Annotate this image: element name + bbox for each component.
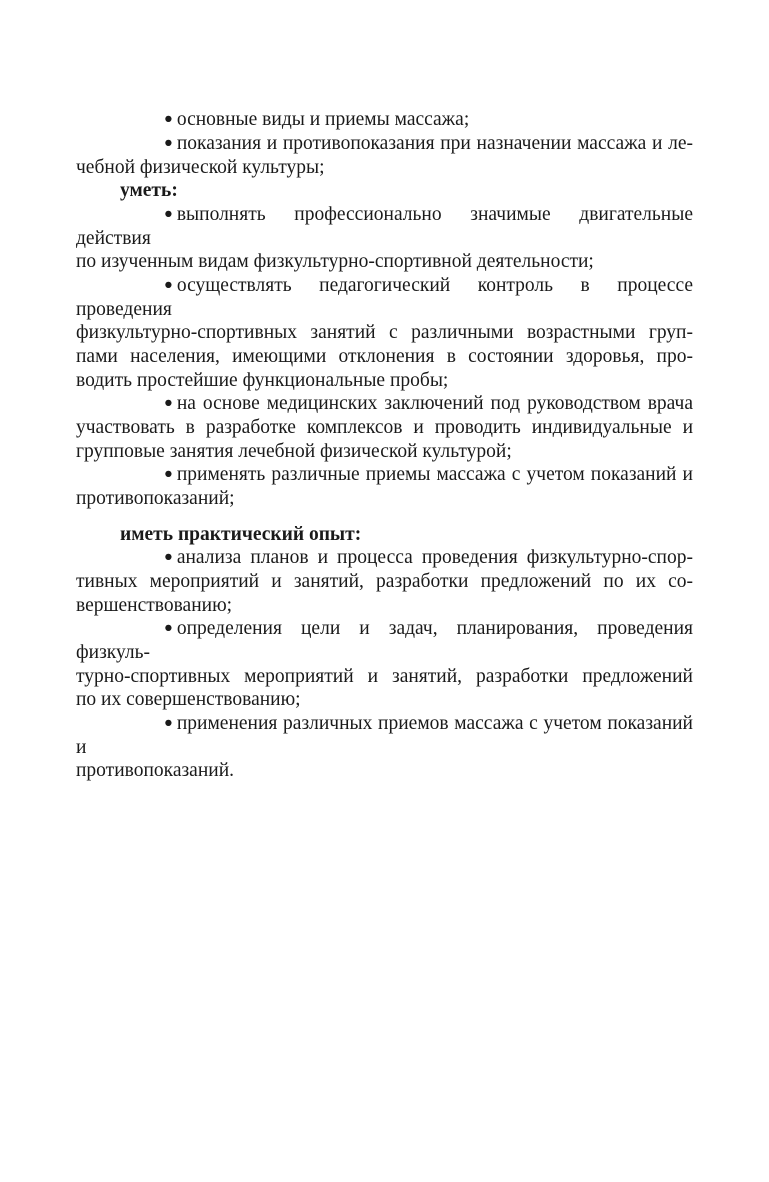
bullet-icon: ● bbox=[164, 135, 173, 152]
line-text: по изученным видам физкультурно-спортивной деятельности; bbox=[76, 251, 594, 273]
list-item bbox=[76, 546, 693, 617]
bullet-icon: ● bbox=[164, 715, 173, 732]
line-text: анализа планов и процесса проведения физкультурно-спор- bbox=[176, 547, 693, 569]
line-text: тивных мероприятий и занятий, разработки предложений по их со- bbox=[76, 571, 693, 593]
list-item bbox=[76, 108, 693, 132]
bullet-icon: ● bbox=[164, 466, 173, 483]
list-item bbox=[76, 274, 693, 392]
section-heading-experience: иметь практический опыт: bbox=[120, 523, 362, 545]
line-text: осуществлять педагогический контроль в процессе проведения bbox=[76, 274, 693, 320]
line-text: применять различные приемы массажа с учетом показаний и bbox=[176, 464, 693, 486]
line-text: физкультурно-спортивных занятий с различными возрастными груп- bbox=[76, 322, 693, 344]
list-item bbox=[76, 203, 693, 274]
line-text: водить простейшие функциональные пробы; bbox=[76, 369, 449, 391]
line-text: турно-спортивных мероприятий и занятий, разработки предложений bbox=[76, 665, 693, 687]
list-item bbox=[76, 392, 693, 463]
line-text: по их совершенствованию; bbox=[76, 689, 301, 711]
bullet-icon: ● bbox=[164, 549, 173, 566]
list-item bbox=[76, 712, 693, 783]
document-page bbox=[76, 108, 693, 783]
line-text: пами населения, имеющими отклонения в состоянии здоровья, про- bbox=[76, 345, 693, 367]
line-text: показания и противопоказания при назначении массажа и ле- bbox=[176, 132, 693, 154]
line-text: противопоказаний. bbox=[76, 760, 235, 782]
line-text: на основе медицинских заключений под руководством врача bbox=[176, 393, 693, 415]
line-text: чебной физической культуры; bbox=[76, 156, 325, 178]
bullet-icon: ● bbox=[164, 277, 173, 294]
bullet-icon: ● bbox=[164, 395, 173, 412]
line-text: применения различных приемов массажа с учетом показаний и bbox=[76, 712, 693, 758]
bullet-icon: ● bbox=[164, 111, 173, 128]
bullet-icon: ● bbox=[164, 206, 173, 223]
line-text: участвовать в разработке комплексов и проводить индивидуальные и bbox=[76, 416, 693, 438]
line-text: определения цели и задач, планирования, проведения физкуль- bbox=[76, 618, 693, 664]
line-text: групповые занятия лечебной физической культурой; bbox=[76, 440, 512, 462]
list-item bbox=[76, 617, 693, 712]
list-item bbox=[76, 132, 693, 179]
bullet-icon: ● bbox=[164, 620, 173, 637]
section-heading-skills: уметь: bbox=[120, 180, 178, 202]
line-text: противопоказаний; bbox=[76, 488, 235, 509]
line-text: основные виды и приемы массажа; bbox=[176, 109, 470, 130]
line-text: вершенствованию; bbox=[76, 594, 233, 616]
line-text: выполнять профессионально значимые двигательные действия bbox=[76, 203, 693, 249]
list-item bbox=[76, 463, 693, 510]
